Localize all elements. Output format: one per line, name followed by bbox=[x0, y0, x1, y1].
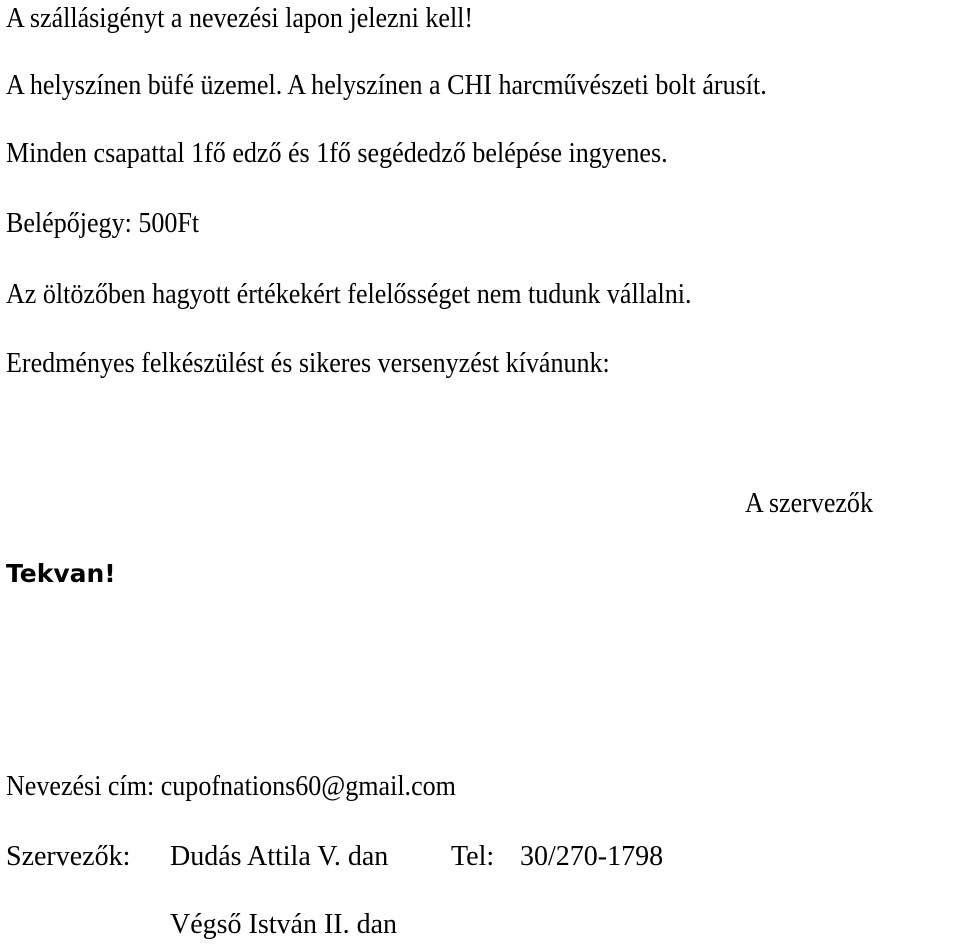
entry-address: Nevezési cím: cupofnations60@gmail.com bbox=[6, 771, 456, 802]
notice-liability: Az öltözőben hagyott értékekért felelősséget nem tudunk vállalni. bbox=[6, 279, 692, 310]
notice-wishes: Eredményes felkészülést és sikeres versenyzést kívánunk: bbox=[6, 348, 610, 379]
organizer-2-line bbox=[170, 908, 397, 942]
entry-address-line bbox=[6, 770, 490, 804]
notice-ticket-price: Belépőjegy: 500Ft bbox=[6, 208, 200, 239]
tel-number: 30/270-1798 bbox=[520, 841, 664, 872]
notice-accommodation: A szállásigényt a nevezési lapon jelezni kell! bbox=[6, 3, 474, 34]
organizer-2-name: Végső István II. dan bbox=[170, 909, 398, 940]
notice-buffet-shop: A helyszínen büfé üzemel. A helyszínen a CHI harcművészeti bolt árusít. bbox=[6, 70, 767, 101]
notice-coach-entry: Minden csapattal 1fő edző és 1fő segédedző belépése ingyenes. bbox=[6, 138, 668, 169]
organizer-1-name: Dudás Attila V. dan bbox=[170, 841, 389, 872]
tekvan-greeting: Tekvan! bbox=[6, 559, 116, 588]
organizers-label: Szervezők: bbox=[6, 841, 131, 872]
organizers-contact-line bbox=[6, 840, 663, 874]
organizers-signature: A szervezők bbox=[745, 488, 873, 519]
tel-label: Tel: bbox=[451, 841, 495, 872]
